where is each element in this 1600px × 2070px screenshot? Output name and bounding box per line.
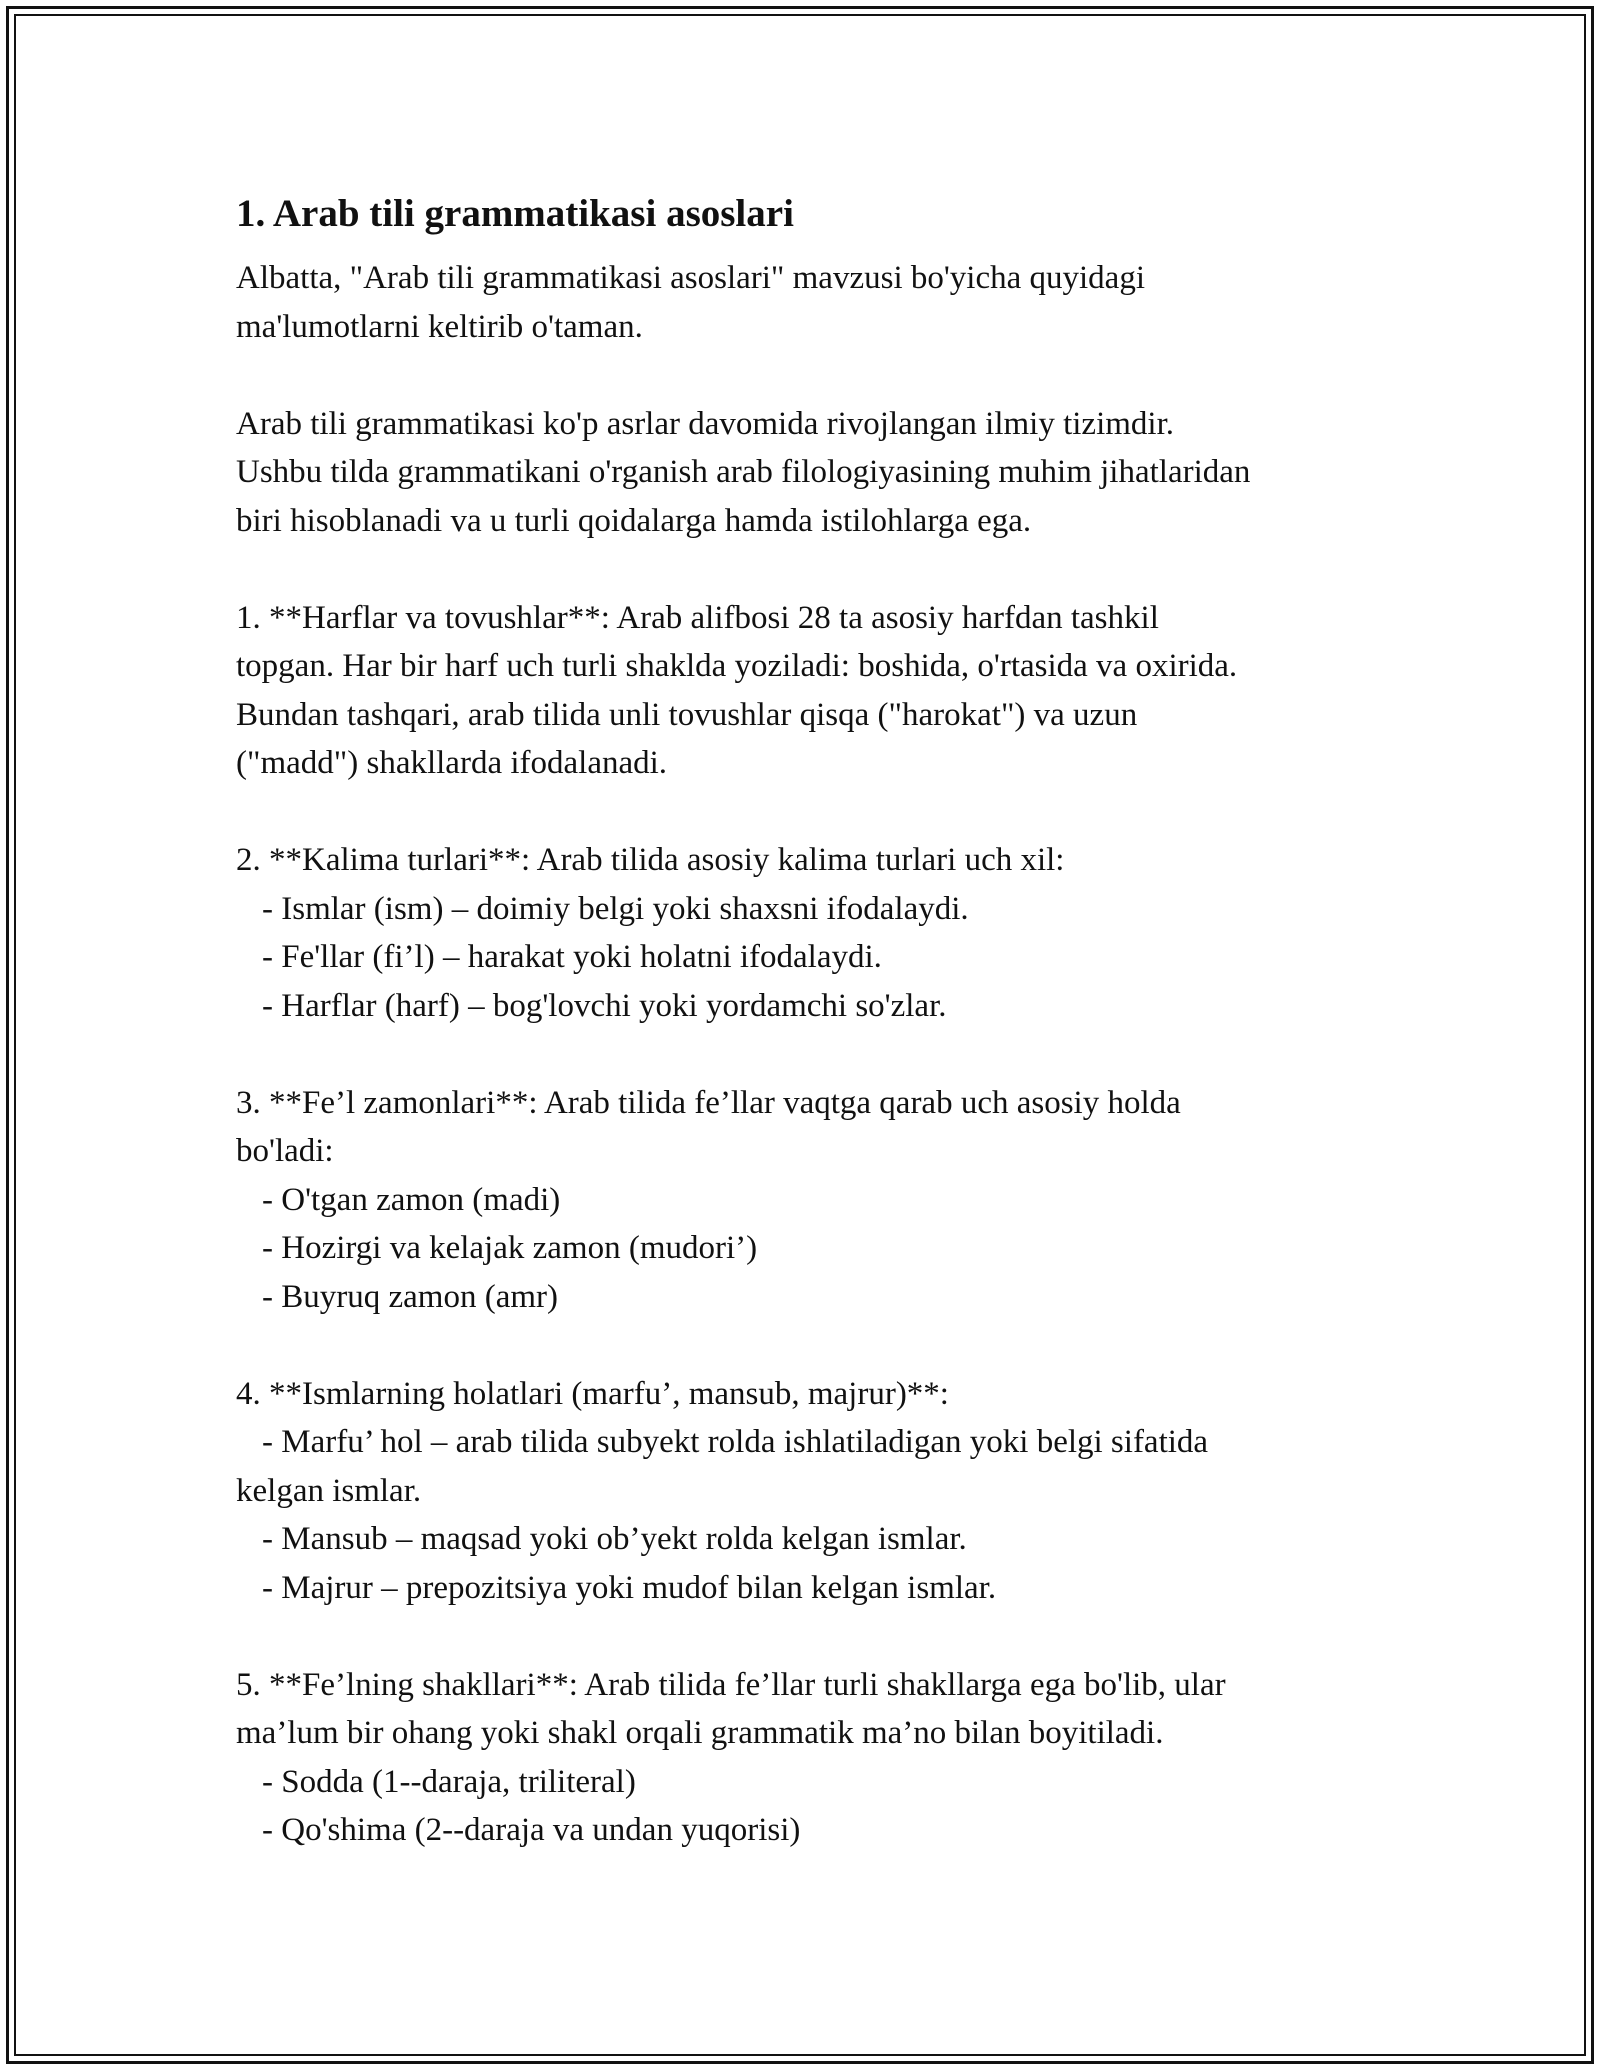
section1-line-1: 1. **Harflar va tovushlar**: Arab alifbosi 28 ta asosiy harfdan tashkil [236,599,1159,636]
section4-item-2: - Mansub – maqsad yoki ob’yekt rolda kelgan ismlar. [262,1521,967,1557]
section3-item-3: - Buyruq zamon (amr) [262,1278,558,1315]
section3-heading-line-1: 3. **Fe’l zamonlari**: Arab tilida fe’llar vaqtga qarab uch asosiy holda [236,1084,1181,1121]
paragraph-gap [236,1321,1376,1370]
overview-line-3: biri hisoblanadi va u turli qoidalarga hamda istilohlarga ega. [236,502,1032,539]
section1-line-4: ("madd") shakllarda ifodalanadi. [236,745,668,781]
paragraph-gap [236,1030,1376,1079]
overview-line-1: Arab tili grammatikasi ko'p asrlar davomida rivojlangan ilmiy tizimdir. [236,405,1174,442]
section1-line-2: topgan. Har bir harf uch turli shaklda yoziladi: boshida, o'rtasida va oxirida. [236,648,1238,684]
section3-heading-line-2: bo'ladi: [236,1133,334,1169]
section3-item-1: - O'tgan zamon (madi) [262,1181,561,1218]
paragraph-gap [236,788,1376,837]
section5-heading-line-2: ma’lum bir ohang yoki shakl orqali grammatik ma’no bilan boyitiladi. [236,1715,1164,1751]
section2-item-3: - Harflar (harf) – bog'lovchi yoki yordamchi so'zlar. [262,987,947,1024]
intro-line-1: Albatta, "Arab tili grammatikasi asoslari" mavzusi bo'yicha quyidagi [236,260,1145,296]
paragraph-gap [236,545,1376,594]
section4-heading: 4. **Ismlarning holatlari (marfu’, mansub, majrur)**: [236,1375,949,1412]
section2-item-1: - Ismlar (ism) – doimiy belgi yoki shaxsni ifodalaydi. [262,890,969,927]
overview-line-2: Ushbu tilda grammatikani o'rganish arab filologiyasining muhim jihatlaridan [236,454,1251,490]
section1-line-3: Bundan tashqari, arab tilida unli tovushlar qisqa ("harokat") va uzun [236,696,1138,733]
section2-heading: 2. **Kalima turlari**: Arab tilida asosiy kalima turlari uch xil: [236,842,1065,878]
section4-item-3: - Majrur – prepozitsiya yoki mudof bilan kelgan ismlar. [262,1569,997,1606]
section4-item-1: - Marfu’ hol – arab tilida subyekt rolda ishlatiladigan yoki belgi sifatida [262,1424,1209,1460]
section3-item-2: - Hozirgi va kelajak zamon (mudori’) [262,1230,758,1266]
section5-heading-line-1: 5. **Fe’lning shakllari**: Arab tilida fe’llar turli shakllarga ega bo'lib, ular [236,1666,1226,1703]
intro-line-2: ma'lumotlarni keltirib o'taman. [236,308,643,345]
document-title: 1. Arab tili grammatikasi asoslari [236,192,794,235]
section5-item-2: - Qo'shima (2--daraja va undan yuqorisi) [262,1812,801,1848]
paragraph-gap [236,351,1376,400]
section5-item-1: - Sodda (1--daraja, triliteral) [262,1763,636,1800]
section2-item-2: - Fe'llar (fi’l) – harakat yoki holatni ifodalaydi. [262,939,882,975]
paragraph-gap [236,1612,1376,1661]
section4-item-1-continued: kelgan ismlar. [236,1472,422,1509]
document-body [236,186,1376,1855]
